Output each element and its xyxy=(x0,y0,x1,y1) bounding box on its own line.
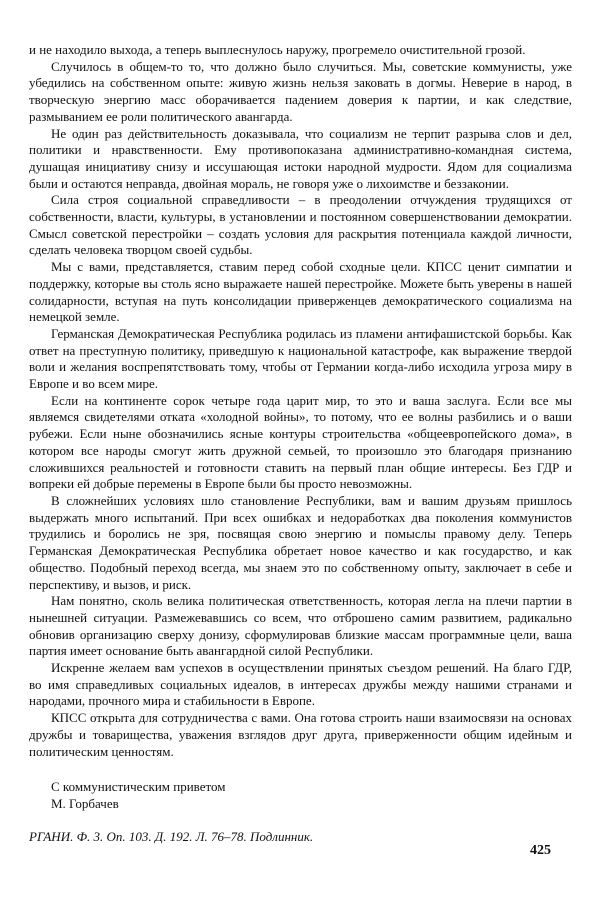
closing-signature: М. Горбачев xyxy=(51,795,119,811)
paragraph: Нам понятно, сколь велика политическая ответственность, которая легла на плечи партии в нынешней ситуации. Размежевавшись со всем, что отброшено самим развитием, радикально обновив организацию сверху донизу, сформулировав близкие массам программные цели, ваша партия имеет основание быть авангардной силой Республики. xyxy=(29,593,572,659)
archive-source-note: РГАНИ. Ф. 3. Оп. 103. Д. 192. Л. 76–78. Подлинник. xyxy=(29,828,314,844)
paragraph: Искренне желаем вам успехов в осуществлении принятых съездом решений. На благо ГДР, во имя справедливых социальных идеалов, в интересах дружбы между нашими странами и народами, прочного мира и стабильности в Европе. xyxy=(29,660,572,709)
paragraph: КПСС открыта для сотрудничества с вами. Она готова строить наши взаимосвязи на основах дружбы и товарищества, уважения взглядов друг друга, приверженности общим идейным и политическим ценностям. xyxy=(29,710,572,759)
paragraph-continuation: и не находило выхода, а теперь выплеснулось наружу, прогремело очистительной грозой. xyxy=(29,42,526,57)
paragraph: Если на континенте сорок четыре года царит мир, то это и ваша заслуга. Если все мы являемся свидетелями отката «холодной войны», то потому, что ее волны разбились и о ваши рубежи. Если ныне обозначились ясные контуры строительства «общеевропейского дома», в котором все народы смогут жить дружной семьей, то произошло это благодаря признанию сложившихся реальностей и готовности ставить на первый план общие интересы. Без ГДР и вопреки ей добрые перемены в Европе были бы просто невозможны. xyxy=(29,392,572,492)
paragraph: Мы с вами, представляется, ставим перед собой сходные цели. КПСС ценит симпатии и поддержку, которые вы столь ясно выражаете нашей перестройке. Можете быть уверены в нашей солидарности, вступая на путь консолидации приверженцев демократического социализма на немецкой земле. xyxy=(29,259,572,325)
document-body xyxy=(29,42,572,845)
letter-closing xyxy=(29,779,572,812)
paragraph: В сложнейших условиях шло становление Республики, вам и вашим друзьям пришлось выдержать много испытаний. При всех ошибках и недоработках два поколения коммунистов трудились и боролись не зря, посвящая свою энергию и помыслы правому делу. Теперь Германская Демократическая Республика обретает новое качество и как государство, и как общество. Подобный переход всегда, мы знаем это по собственному опыту, заключает в себе и перспективу, и вызов, и риск. xyxy=(29,492,572,592)
paragraph: Германская Демократическая Республика родилась из пламени антифашистской борьбы. Как ответ на преступную политику, приведшую к национальной катастрофе, как выражение твердой воли и желания воспрепятствовать тому, чтобы от Германии когда-либо исходила угроза миру в Европе и во всем мире. xyxy=(29,325,572,392)
closing-greeting: С коммунистическим приветом xyxy=(51,779,226,795)
paragraph: Случилось в общем-то то, что должно было случиться. Мы, советские коммунисты, уже убедились на собственном опыте: живую жизнь нельзя заковать в догмы. Неверие в народ, в творческую энергию масс оборачивается падением доверия к партии, и как следствие, размыванием ее роли политического авангарда. xyxy=(29,58,572,124)
page-number: 425 xyxy=(530,843,551,858)
paragraph: Не один раз действительность доказывала, что социализм не терпит разрыва слов и дел, политики и нравственности. Ему противопоказана административно-командная система, душащая инициативу снизу и иссушающая истоки народной мудрости. Ядом для социализма были и остаются неправда, двойная мораль, не говоря уже о лихоимстве и беззаконии. xyxy=(29,125,572,191)
paragraph: Сила строя социальной справедливости – в преодолении отчуждения трудящихся от собственности, власти, культуры, в установлении и постоянном совершенствовании демократии. Смысл советской перестройки – создать условия для раскрытия потенциала каждой личности, сделать человека творцом своей судьбы. xyxy=(29,192,572,258)
